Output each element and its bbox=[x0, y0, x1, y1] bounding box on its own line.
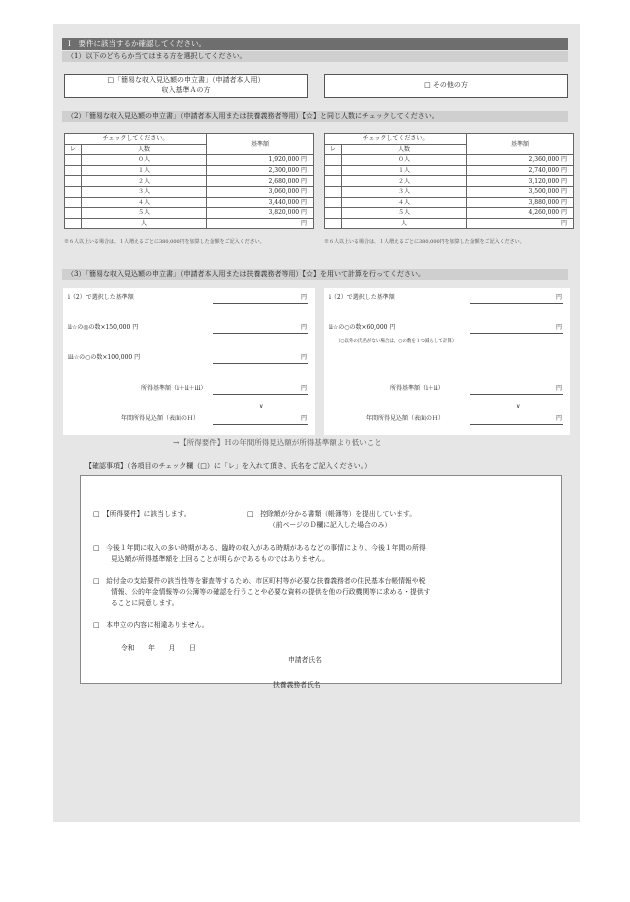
confirm-item-consent[interactable]: □ 給付金の支給要件の該当性等を審査等するため、市区町村等が必要な扶養義務者の住民基本台帳情報や税 bbox=[93, 577, 426, 585]
calc-right-annual-field[interactable] bbox=[470, 424, 563, 425]
confirm-item-future-income-line2: 見込額が所得基準額を上回ることが明らかであるものではありません。 bbox=[111, 555, 329, 563]
people-cell[interactable]: 人 bbox=[341, 218, 466, 229]
table-check-prompt: チェックしてください。 bbox=[325, 134, 467, 145]
people-cell: ０人 bbox=[81, 155, 206, 166]
amount-cell: 3,820,000 円 bbox=[207, 208, 314, 219]
calc-right-line1-label: ⅰ（2）で選択した基準額 bbox=[329, 294, 395, 301]
people-cell: ２人 bbox=[341, 176, 466, 187]
calculation-box-left bbox=[63, 288, 315, 435]
people-cell: ４人 bbox=[341, 197, 466, 208]
calc-left-annual-label: 年間所得見込額（表面のＨ） bbox=[121, 415, 200, 422]
confirmation-heading: 【確認事項】（各項目のチェック欄（□）に「レ」を入れて頂き、氏名をご記入ください。） bbox=[85, 462, 372, 470]
check-cell[interactable] bbox=[325, 218, 342, 229]
calc-right-total-label: 所得基準額（ⅰ＋ⅱ） bbox=[390, 385, 444, 392]
check-cell[interactable] bbox=[325, 208, 342, 219]
table-row bbox=[65, 165, 314, 176]
people-cell: ３人 bbox=[341, 186, 466, 197]
people-cell[interactable]: 人 bbox=[81, 218, 206, 229]
table-header-check: レ bbox=[325, 144, 342, 155]
calc-left-line3-label: ⅲ☆の○の数×100,000 円 bbox=[68, 354, 141, 361]
people-cell: １人 bbox=[341, 165, 466, 176]
yen-unit: 円 bbox=[556, 294, 563, 301]
calc-right-total-field[interactable] bbox=[470, 394, 563, 395]
comparison-sign: ∨ bbox=[516, 403, 521, 410]
calc-left-line2-label: ⅱ☆の◎の数×150,000 円 bbox=[68, 324, 139, 331]
yen-unit: 円 bbox=[556, 385, 563, 392]
check-cell[interactable] bbox=[65, 155, 82, 166]
base-amount-table-left bbox=[64, 133, 314, 229]
calculation-box-right bbox=[324, 288, 570, 435]
table-header-people: 人数 bbox=[81, 144, 206, 155]
confirm-item-consent-line2: 情報、公的年金情報等の公簿等の確認を行うことや必要な資料の提供を他の行政機関等に求める・提供す bbox=[111, 588, 431, 596]
option-income-standard-a[interactable] bbox=[64, 74, 308, 98]
amount-cell: 3,440,000 円 bbox=[207, 197, 314, 208]
table-header-check: レ bbox=[65, 144, 82, 155]
calc-right-line1-field[interactable] bbox=[470, 303, 563, 304]
people-cell: １人 bbox=[81, 165, 206, 176]
table-row bbox=[325, 218, 574, 229]
confirm-item-no-discrepancy[interactable]: □ 本申立の内容に相違ありません。 bbox=[93, 621, 209, 629]
check-cell[interactable] bbox=[65, 186, 82, 197]
table-check-prompt: チェックしてください。 bbox=[65, 134, 207, 145]
confirmation-box bbox=[80, 475, 562, 689]
calc-right-line2-label: ⅱ☆の○の数×60,000 円 bbox=[329, 324, 396, 331]
calc-right-note: （○以外の氏名がない場合は、○の数を１つ減らして計算） bbox=[336, 339, 457, 344]
confirm-item-income-requirement[interactable]: □ 【所得要件】に該当します。 bbox=[93, 510, 191, 518]
table-row bbox=[325, 176, 574, 187]
option-b-label: □ その他の方 bbox=[424, 81, 468, 90]
section-title: Ⅰ 要件に該当するか確認してください。 bbox=[62, 38, 568, 50]
check-cell[interactable] bbox=[65, 197, 82, 208]
amount-cell: 3,880,000 円 bbox=[467, 197, 574, 208]
check-cell[interactable] bbox=[65, 176, 82, 187]
signature-date[interactable]: 令和 年 月 日 bbox=[121, 644, 196, 652]
option-a-label-line1: □「簡易な収入見込額の申立書」（申請者本人用） bbox=[107, 76, 265, 85]
yen-unit: 円 bbox=[556, 415, 563, 422]
amount-cell: 2,300,000 円 bbox=[207, 165, 314, 176]
table-row bbox=[325, 208, 574, 219]
table-header-amount: 基準額 bbox=[207, 134, 314, 155]
table-header-people: 人数 bbox=[341, 144, 466, 155]
calc-left-line3-field[interactable] bbox=[213, 363, 308, 364]
amount-cell: 2,360,000 円 bbox=[467, 155, 574, 166]
check-cell[interactable] bbox=[65, 218, 82, 229]
table-header-amount: 基準額 bbox=[467, 134, 574, 155]
table-row bbox=[65, 208, 314, 219]
table-row bbox=[325, 197, 574, 208]
table-row bbox=[65, 155, 314, 166]
applicant-name-label: 申請者氏名 bbox=[288, 656, 322, 664]
base-amount-table-right bbox=[324, 133, 574, 229]
calc-right-annual-label: 年間所得見込額（表面のＨ） bbox=[366, 415, 445, 422]
yen-unit: 円 bbox=[301, 294, 308, 301]
yen-unit: 円 bbox=[301, 385, 308, 392]
subsection-1-heading: （1）以下のどちらか当てはまる方を選択してください。 bbox=[62, 51, 568, 62]
option-other[interactable] bbox=[324, 74, 568, 98]
yen-unit: 円 bbox=[556, 324, 563, 331]
guardian-name-label: 扶養義務者氏名 bbox=[273, 681, 321, 689]
yen-unit: 円 bbox=[301, 354, 308, 361]
check-cell[interactable] bbox=[325, 186, 342, 197]
yen-unit: 円 bbox=[301, 415, 308, 422]
confirm-item-future-income[interactable]: □ 今後１年間に収入の多い時期がある、臨時の収入がある時期があるなどの事情により、今後１年間の所得 bbox=[93, 544, 426, 552]
table-left-note: ※６人以上いる場合は、１人増えるごとに380,000円を加算した金額をご記入ください。 bbox=[64, 239, 265, 245]
people-cell: ２人 bbox=[81, 176, 206, 187]
people-cell: ０人 bbox=[341, 155, 466, 166]
amount-cell: 4,260,000 円 bbox=[467, 208, 574, 219]
table-row bbox=[325, 165, 574, 176]
form-sheet bbox=[53, 24, 580, 822]
table-row bbox=[325, 186, 574, 197]
calc-left-total-field[interactable] bbox=[213, 394, 308, 395]
amount-cell[interactable]: 円 bbox=[207, 218, 314, 229]
confirm-item-deduction-documents[interactable]: □ 控除額が分かる書類（帳簿等）を提出しています。 bbox=[247, 510, 417, 518]
amount-cell: 3,500,000 円 bbox=[467, 186, 574, 197]
comparison-sign: ∨ bbox=[259, 403, 264, 410]
subsection-3-heading: （3）「簡易な収入見込額の申立書」（申請者本人用または扶養義務者等用）【☆】を用いて計算を行ってください。 bbox=[62, 269, 568, 280]
check-cell[interactable] bbox=[65, 208, 82, 219]
check-cell[interactable] bbox=[65, 165, 82, 176]
calc-left-line1-label: ⅰ（2）で選択した基準額 bbox=[68, 294, 134, 301]
people-cell: ５人 bbox=[341, 208, 466, 219]
confirm-item-deduction-note: （前ページのＤ欄に記入した場合のみ） bbox=[269, 521, 392, 529]
calc-right-line2-field[interactable] bbox=[470, 333, 563, 334]
amount-cell: 2,740,000 円 bbox=[467, 165, 574, 176]
amount-cell: 1,920,000 円 bbox=[207, 155, 314, 166]
table-right-note: ※６人以上いる場合は、１人増えるごとに380,000円を加算した金額をご記入ください。 bbox=[324, 239, 525, 245]
amount-cell: 2,680,000 円 bbox=[207, 176, 314, 187]
table-row bbox=[65, 197, 314, 208]
check-cell[interactable] bbox=[325, 165, 342, 176]
people-cell: ４人 bbox=[81, 197, 206, 208]
check-cell[interactable] bbox=[325, 176, 342, 187]
confirm-item-consent-line3: ることに同意します。 bbox=[111, 599, 179, 607]
table-row bbox=[65, 176, 314, 187]
amount-cell[interactable]: 円 bbox=[467, 218, 574, 229]
yen-unit: 円 bbox=[301, 324, 308, 331]
calc-left-total-label: 所得基準額（ⅰ＋ⅱ＋ⅲ） bbox=[141, 385, 207, 392]
people-cell: ３人 bbox=[81, 186, 206, 197]
table-row bbox=[65, 186, 314, 197]
subsection-2-heading: （2）「簡易な収入見込額の申立書」（申請者本人用または扶養義務者等用）【☆】と同じ人数にチェックしてください。 bbox=[62, 111, 568, 122]
income-requirement-note: →【所得要件】Ｈの年間所得見込額が所得基準額より低いこと bbox=[173, 438, 382, 447]
calc-left-annual-field[interactable] bbox=[213, 424, 308, 425]
calc-left-line2-field[interactable] bbox=[213, 333, 308, 334]
people-cell: ５人 bbox=[81, 208, 206, 219]
amount-cell: 3,120,000 円 bbox=[467, 176, 574, 187]
table-row bbox=[65, 218, 314, 229]
option-a-label-line2: 収入基準Ａの方 bbox=[161, 86, 211, 94]
check-cell[interactable] bbox=[325, 197, 342, 208]
check-cell[interactable] bbox=[325, 155, 342, 166]
table-row bbox=[325, 155, 574, 166]
calc-left-line1-field[interactable] bbox=[213, 303, 308, 304]
amount-cell: 3,060,000 円 bbox=[207, 186, 314, 197]
